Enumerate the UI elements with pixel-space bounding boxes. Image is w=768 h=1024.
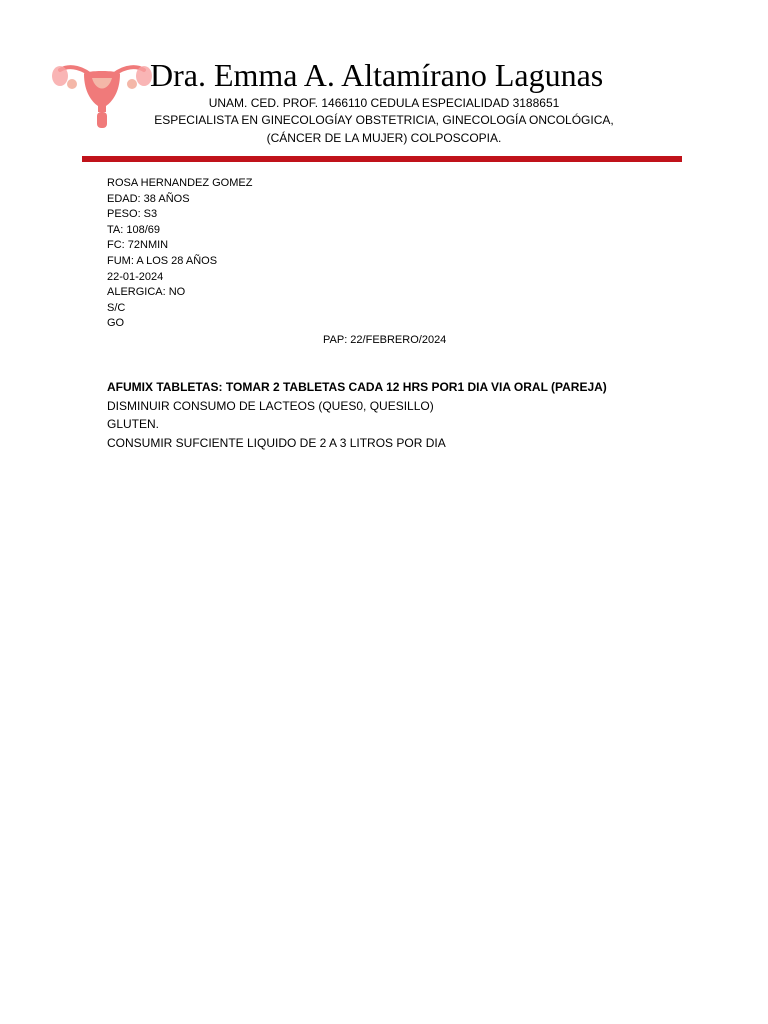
credentials-line-3: (CÁNCER DE LA MUJER) COLPOSCOPIA.	[266, 131, 502, 145]
pap-date: PAP: 22/FEBRERO/2024	[323, 334, 447, 346]
patient-age: EDAD: 38 AÑOS	[107, 192, 190, 205]
visit-date: 22-01-2024	[107, 270, 164, 283]
patient-heart-rate: FC: 72NMIN	[107, 239, 169, 252]
patient-weight: PESO: S3	[107, 208, 158, 221]
instruction-item: GLUTEN.	[107, 417, 160, 431]
prescription	[107, 378, 607, 452]
header-divider	[82, 156, 682, 162]
credentials-line-1: UNAM. CED. PROF. 1466110 CEDULA ESPECIALIDAD 3188651	[208, 96, 560, 110]
patient-sc: S/C	[107, 301, 126, 314]
patient-blood-pressure: TA: 108/69	[107, 223, 160, 236]
patient-allergies: ALERGICA: NO	[107, 286, 186, 299]
patient-fum: FUM: A LOS 28 AÑOS	[107, 254, 218, 267]
instruction-item: CONSUMIR SUFCIENTE LIQUIDO DE 2 A 3 LITROS POR DIA	[107, 435, 446, 450]
patient-name: ROSA HERNANDEZ GOMEZ	[107, 177, 253, 189]
patient-go: GO	[107, 317, 125, 330]
instruction-item: DISMINUIR CONSUMO DE LACTEOS (QUES0, QUESILLO)	[107, 398, 434, 413]
prescription-main: AFUMIX TABLETAS: TOMAR 2 TABLETAS CADA 12 HRS POR1 DIA VIA ORAL (PAREJA)	[107, 380, 607, 394]
credentials-line-2: ESPECIALISTA EN GINECOLOGÍAY OBSTETRICIA, GINECOLOGÍA ONCOLÓGICA,	[154, 113, 614, 127]
doctor-name: Dra. Emma A. Altamírano Lagunas	[150, 57, 604, 93]
patient-info	[107, 176, 252, 332]
